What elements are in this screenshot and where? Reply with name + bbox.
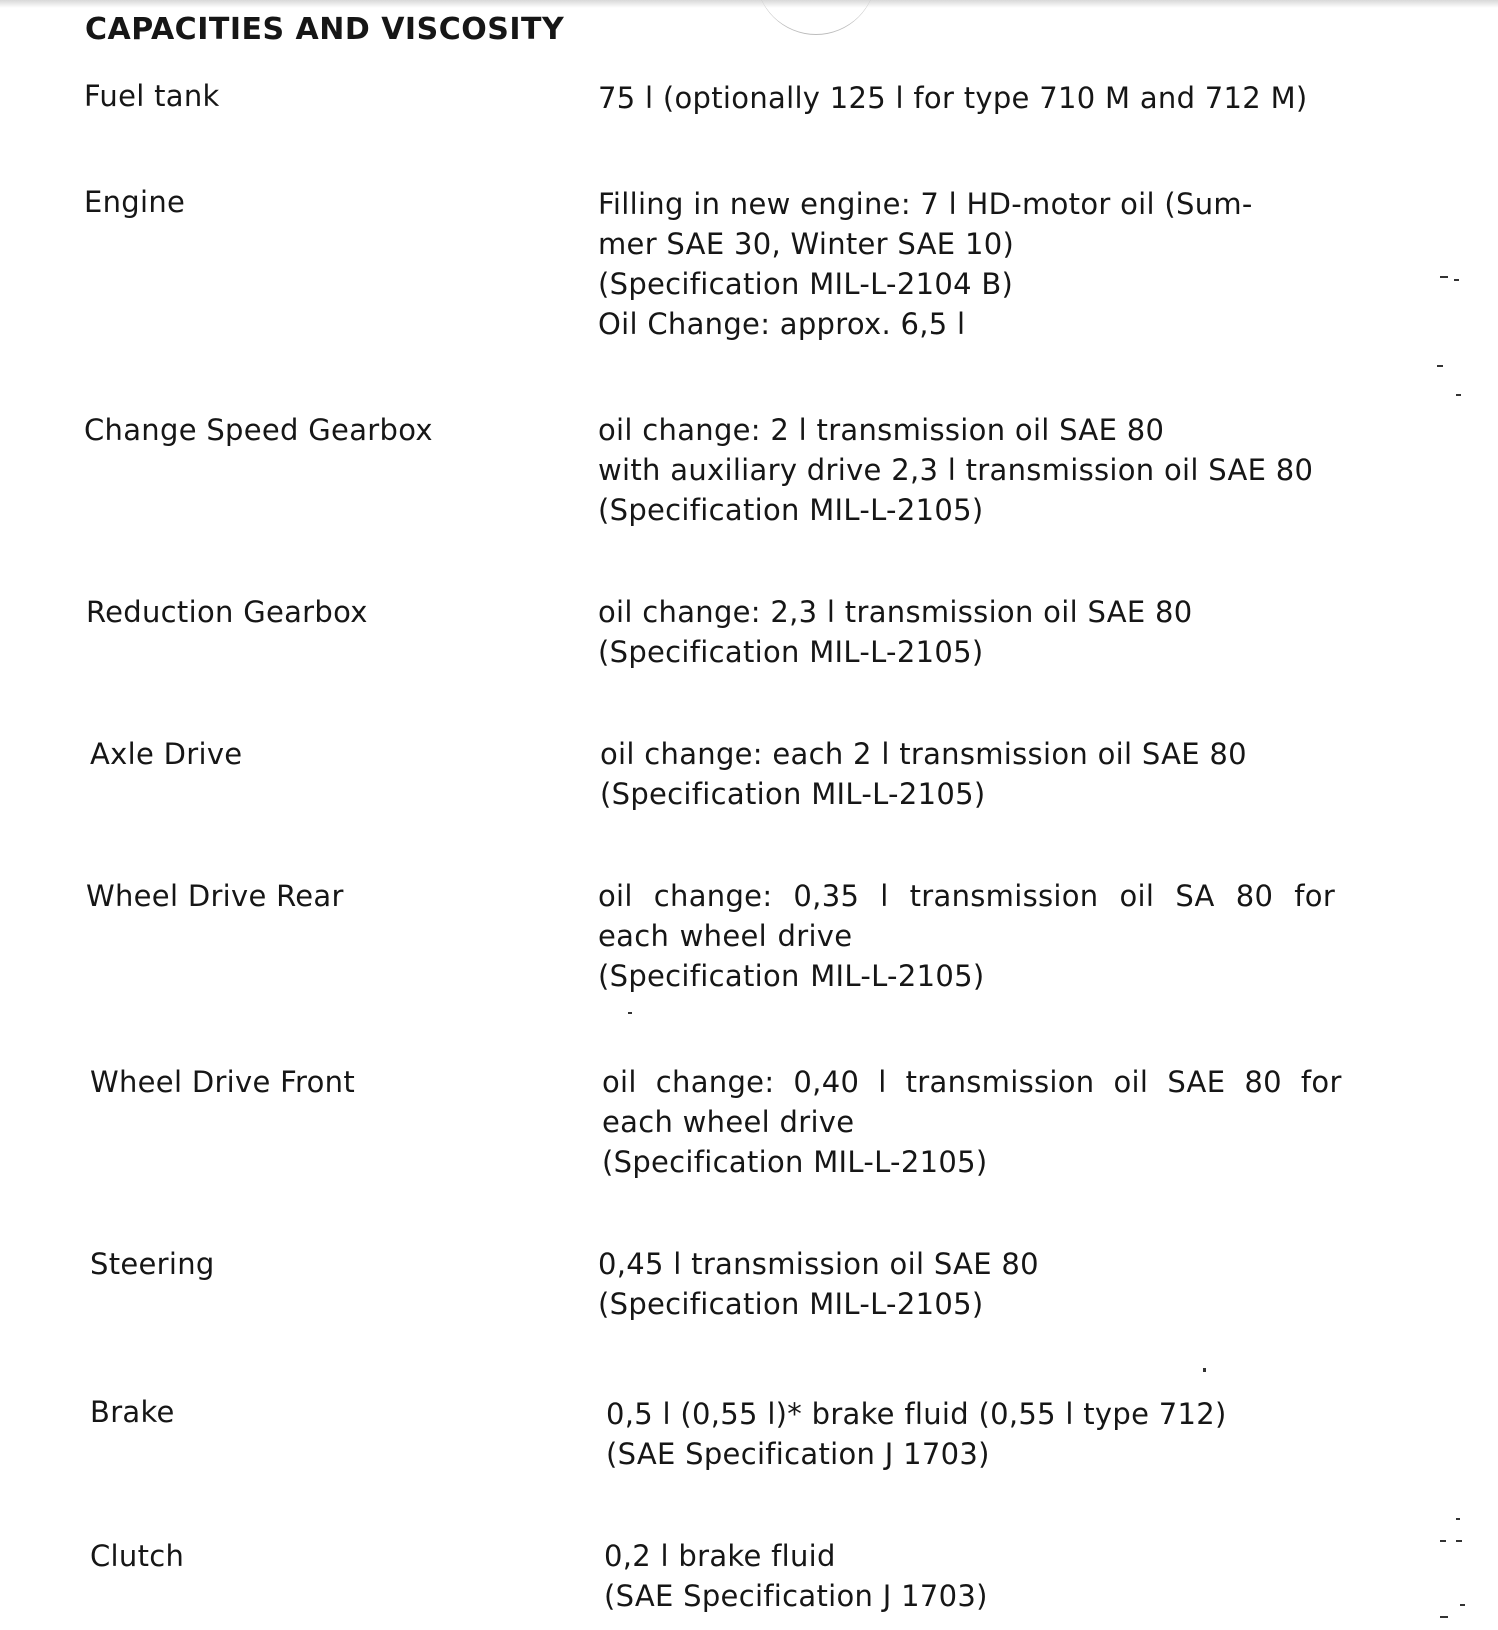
value-line: 0,2 l brake fluid xyxy=(604,1539,836,1573)
label-axle-drive: Axle Drive xyxy=(90,737,243,771)
scan-speck xyxy=(1460,1604,1465,1606)
label-brake: Brake xyxy=(90,1395,175,1429)
value-change-speed-gearbox xyxy=(598,410,1313,530)
value-line: with auxiliary drive 2,3 l transmission oil SAE 80 xyxy=(598,453,1314,487)
value-line: (Specification MIL-L-2105) xyxy=(598,635,984,669)
value-line: Oil Change: approx. 6,5 l xyxy=(598,307,966,341)
value-line: each wheel drive xyxy=(602,1105,855,1139)
value-line: (Specification MIL-L-2105) xyxy=(598,959,985,993)
value-wheel-drive-front xyxy=(602,1062,1342,1182)
label-wheel-drive-front: Wheel Drive Front xyxy=(90,1065,355,1099)
scan-speck xyxy=(1440,1540,1446,1542)
label-clutch: Clutch xyxy=(90,1539,185,1573)
scan-speck xyxy=(1203,1368,1206,1372)
value-line: (Specification MIL-L-2104 B) xyxy=(598,267,1014,301)
scan-speck xyxy=(1454,279,1459,281)
value-line: (Specification MIL-L-2105) xyxy=(598,1287,984,1321)
value-line: 0,45 l transmission oil SAE 80 xyxy=(598,1247,1039,1281)
label-fuel-tank: Fuel tank xyxy=(84,79,220,113)
page-title: CAPACITIES AND VISCOSITY xyxy=(85,12,565,47)
value-line: Filling in new engine: 7 l HD-motor oil (Sum- xyxy=(598,187,1253,221)
value-line: oil change: each 2 l transmission oil SAE 80 xyxy=(600,737,1247,771)
label-steering: Steering xyxy=(90,1247,215,1281)
label-engine: Engine xyxy=(84,185,186,219)
value-line: 75 l (optionally 125 l for type 710 M and 712 M) xyxy=(598,81,1308,115)
scan-edge-shadow xyxy=(0,0,1498,8)
value-line: oil change: 2 l transmission oil SAE 80 xyxy=(598,413,1165,447)
value-line: (Specification MIL-L-2105) xyxy=(598,493,984,527)
value-line: oil change: 0,35 l transmission oil SA 80 for xyxy=(598,879,1336,913)
scan-arc-mark xyxy=(756,0,876,35)
label-reduction-gearbox: Reduction Gearbox xyxy=(86,595,368,629)
scan-speck xyxy=(1440,1616,1448,1618)
label-wheel-drive-rear: Wheel Drive Rear xyxy=(86,879,344,913)
value-steering xyxy=(598,1244,1039,1324)
value-fuel-tank xyxy=(598,78,1308,118)
value-line: (SAE Specification J 1703) xyxy=(606,1437,990,1471)
value-clutch xyxy=(604,1536,988,1616)
value-line: oil change: 0,40 l transmission oil SAE 80 for xyxy=(602,1065,1342,1099)
scan-speck xyxy=(1440,276,1448,278)
value-line: (SAE Specification J 1703) xyxy=(604,1579,988,1613)
value-brake xyxy=(606,1394,1227,1474)
scan-speck xyxy=(1437,365,1443,367)
scan-speck xyxy=(1456,1540,1462,1542)
value-reduction-gearbox xyxy=(598,592,1192,672)
label-change-speed-gearbox: Change Speed Gearbox xyxy=(84,413,433,447)
scan-speck xyxy=(628,1012,632,1014)
value-line: (Specification MIL-L-2105) xyxy=(600,777,986,811)
scan-speck xyxy=(1456,394,1461,396)
value-line: each wheel drive xyxy=(598,919,853,953)
value-engine xyxy=(598,184,1253,344)
scan-speck xyxy=(1456,1518,1460,1520)
value-line: 0,5 l (0,55 l)* brake fluid (0,55 l type 712) xyxy=(606,1397,1227,1431)
value-line: mer SAE 30, Winter SAE 10) xyxy=(598,227,1015,261)
value-wheel-drive-rear xyxy=(598,876,1335,996)
value-line: oil change: 2,3 l transmission oil SAE 80 xyxy=(598,595,1193,629)
value-line: (Specification MIL-L-2105) xyxy=(602,1145,988,1179)
value-axle-drive xyxy=(600,734,1247,814)
